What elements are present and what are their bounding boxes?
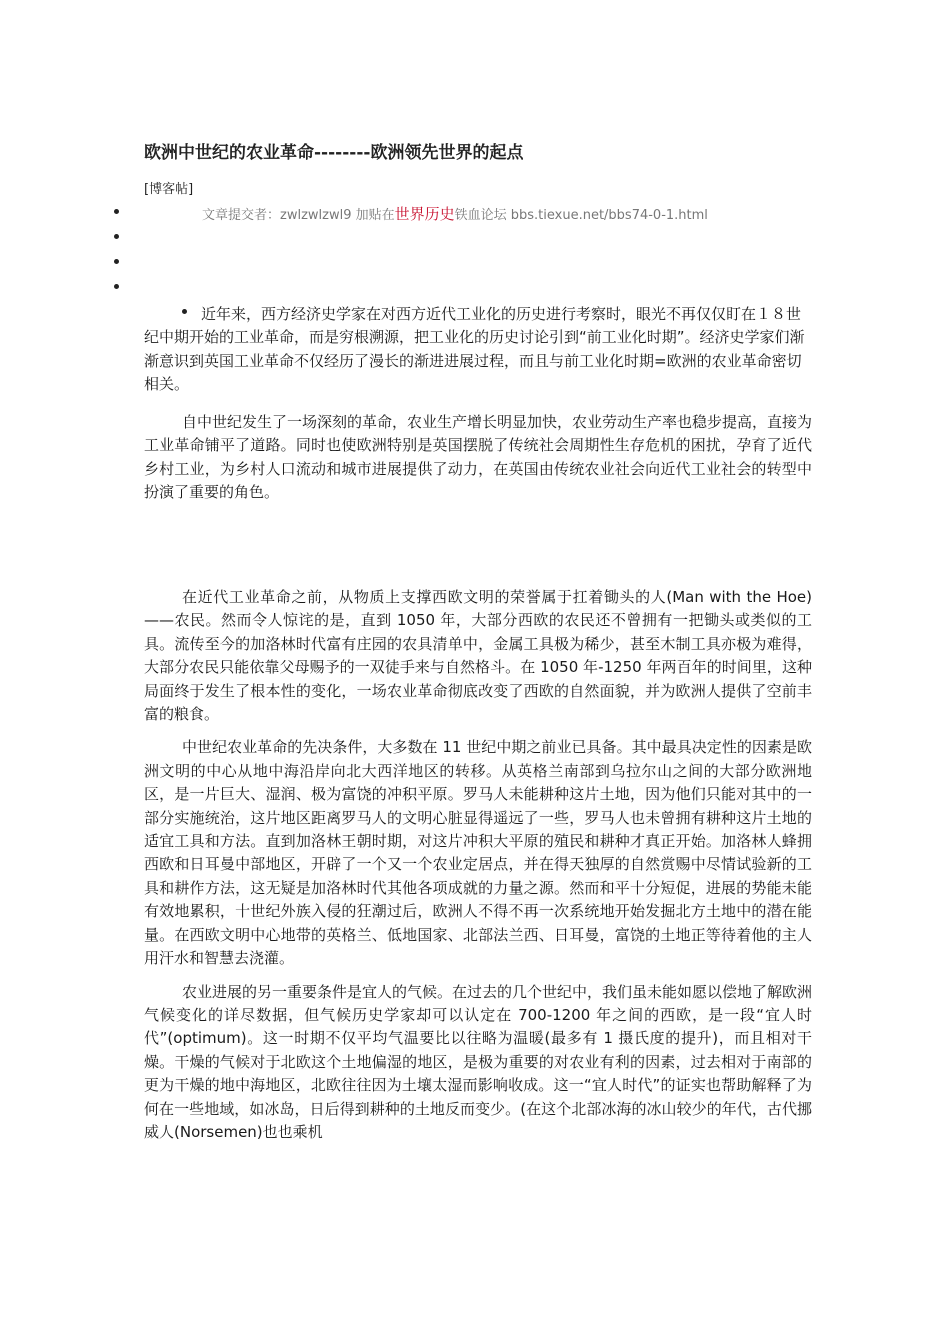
body-paragraph: 在近代工业革命之前，从物质上支撑西欧文明的荣誉属于扛着锄头的人(Man with the Hoe)——农民。然而令人惊诧的是，直到 1050 年，大部分西欧的农民还不曾拥有一把锄头或类似的工具。流传至今的加洛林时代富有庄园的农具清单中，金属工具极为稀少，甚至木制工具亦极为难得，大部分农民只能依靠父母赐予的一双徒手来与自然格斗。在 1050 年-1250 年两百年的时间里，这种局面终于发生了根本性的变化，一场农业革命彻底改变了西欧的自然面貌，并为欧洲人提供了空前丰富的粮食。 [144,588,812,724]
intro-paragraph [144,303,812,397]
bullet-dot-icon [182,309,187,314]
source-prefix: 文章提交者：zwlzwlzwl9 加贴在 [202,208,395,223]
bullet-dot-icon [114,259,119,264]
article-body-1 [144,411,812,505]
body-paragraph: 农业进展的另一重要条件是宜人的气候。在过去的几个世纪中，我们虽未能如愿以偿地了解欧洲气候变化的详尽数据，但气候历史学家却可以认定在 700-1200 年之间的西欧，是一段“宜人时代”(optimum)。这一时期不仅平均气温要比以往略为温暖(最多有 1 摄氏度的提升)，而且相对干燥。干燥的气候对于北欧这个土地偏湿的地区，是极为重要的对农业有利的因素，过去相对于南部的更为干燥的地中海地区，北欧往往因为土壤太湿而影响收成。这一“宜人时代”的证实也帮助解释了为何在一些地域，如冰岛，日后得到耕种的土地反而变少。(在这个北部冰海的冰山较少的年代，古代挪威人(Norsemen)也也乘机 [144,982,813,1141]
article-title: 欧洲中世纪的农业革命--------欧洲领先世界的起点 [144,143,524,163]
intro-text: 近年来，西方经济史学家在对西方近代工业化的历史进行考察时，眼光不再仅仅盯在１８世纪中期开始的工业革命，而是穷根溯源，把工业化的历史讨论引到“前工业化时期”。经济史学家们渐渐意识到英国工业革命不仅经历了漫长的渐进进展过程，而且与前工业化时期=欧洲的农业革命密切相关。 [144,305,805,394]
source-line [202,203,708,224]
source-forum-link[interactable]: 世界历史 [394,205,455,223]
article-body-2 [144,586,812,1144]
body-paragraph: 自中世纪发生了一场深刻的革命，农业生产增长明显加快，农业劳动生产率也稳步提高，直接为工业革命铺平了道路。同时也使欧洲特别是英国摆脱了传统社会周期性生存危机的困扰，孕育了近代乡村工业，为乡村人口流动和城市进展提供了动力，在英国由传统农业社会向近代工业社会的转型中扮演了重要的角色。 [144,413,813,502]
post-tag: [博客帖] [144,182,194,197]
bullet-dot-icon [114,209,119,214]
bullet-dot-icon [114,284,119,289]
body-paragraph: 中世纪农业革命的先决条件，大多数在 11 世纪中期之前业已具备。其中最具决定性的因素是欧洲文明的中心从地中海沿岸向北大西洋地区的转移。从英格兰南部到乌拉尔山之间的大部分欧洲地区，是一片巨大、湿润、极为富饶的冲积平原。罗马人未能耕种这片土地，因为他们只能对其中的一部分实施统治，这片地区距离罗马人的文明心脏显得遥远了一些，罗马人也未曾拥有耕种这片土地的适宜工具和方法。直到加洛林王朝时期，对这片冲积大平原的殖民和耕种才真正开始。加洛林人蜂拥西欧和日耳曼中部地区，开辟了一个又一个农业定居点，并在得天独厚的自然赏赐中尽情试验新的工具和耕作方法，这无疑是加洛林时代其他各项成就的力量之源。然而和平十分短促，进展的势能未能有效地累积，十世纪外族入侵的狂潮过后，欧洲人不得不再一次系统地开始发掘北方土地中的潜在能量。在西欧文明中心地带的英格兰、低地国家、北部法兰西、日耳曼，富饶的土地正等待着他的主人用汗水和智慧去浇灌。 [144,738,812,968]
source-suffix: 铁血论坛 bbs.tiexue.net/bbs74-0-1.html [454,208,708,223]
bullet-dot-icon [114,234,119,239]
